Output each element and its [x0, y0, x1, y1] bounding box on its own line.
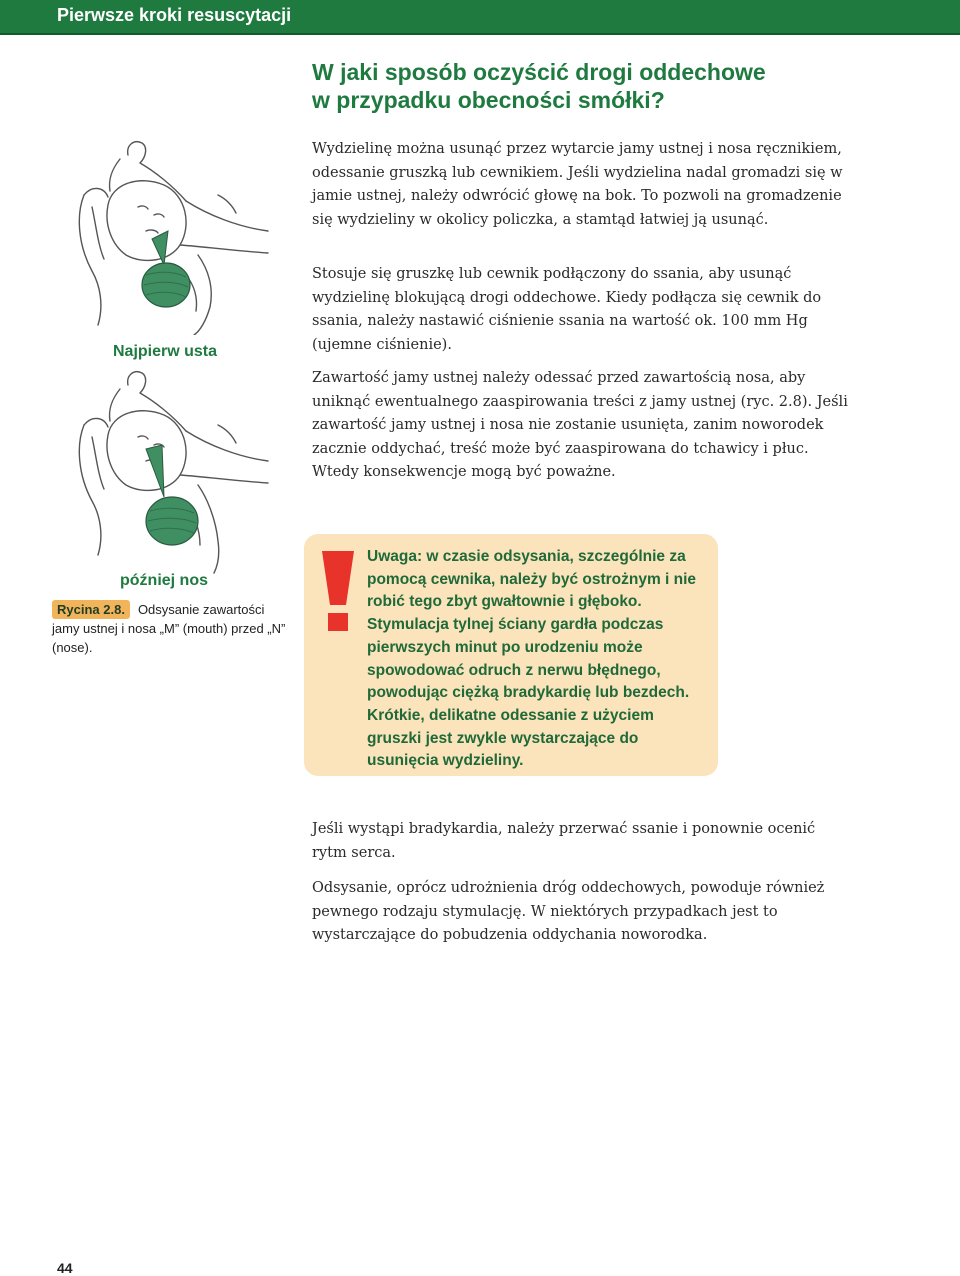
header-bar	[0, 0, 960, 35]
infant-mouth-suction-illustration	[68, 135, 278, 335]
infant-nose-suction-illustration	[68, 365, 278, 575]
paragraph-1: Wydzielinę można usunąć przez wytarcie jamy ustnej i nosa ręcznikiem, odessanie gruszką lub cewnikiem. Jeśli wydzielina nadal gromadzi się w jamie ustnej, należy odwrócić głowę na bok. To pozwoli na gromadzenie się wydzieliny w okolicy policzka, a stamtąd łatwiej ją usunąć.	[312, 141, 843, 228]
figure-caption-text: Odsysanie zawartości jamy ustnej i nosa „M” (mouth) przed „N” (nose).	[52, 602, 286, 655]
figure-label-nose-later: później nos	[120, 572, 208, 589]
paragraph-5: Odsysanie, oprócz udrożnienia dróg oddechowych, powoduje również pewnego rodzaju stymulację. W niektórych przypadkach jest to wystarczające do pobudzenia oddychania noworodka.	[312, 880, 825, 943]
figure-number-badge: Rycina 2.8.	[52, 600, 130, 619]
running-header-title: Pierwsze kroki resuscytacji	[57, 5, 292, 25]
figure-caption	[52, 600, 292, 657]
paragraph-4: Jeśli wystąpi bradykardia, należy przerwać ssanie i ponownie ocenić rytm serca.	[312, 821, 816, 861]
heading-line-1: W jaki sposób oczyścić drogi oddechowe	[312, 59, 766, 85]
page-number: 44	[57, 1260, 73, 1276]
section-heading	[312, 58, 872, 114]
paragraph-3: Zawartość jamy ustnej należy odessać przed zawartością nosa, aby uniknąć ewentualnego zaaspirowania treści z jamy ustnej (ryc. 2.8). Jeśli zawartość jamy ustnej i nosa nie zostanie usunięta, zanim noworodek zacznie oddychać, treść może być zaaspirowana do tchawicy i płuc. Wtedy konsekwencje mogą być poważne.	[312, 370, 848, 480]
heading-line-2: w przypadku obecności smółki?	[312, 87, 665, 113]
exclamation-icon	[318, 549, 358, 633]
figure-label-mouth-first: Najpierw usta	[113, 343, 218, 360]
paragraph-2: Stosuje się gruszkę lub cewnik podłączony do ssania, aby usunąć wydzielinę blokującą drogi oddechowe. Kiedy podłącza się cewnik do ssania, należy nastawić ciśnienie ssania na wartość ok. 100 mm Hg (ujemne ciśnienie).	[312, 266, 822, 353]
warning-text: Uwaga: w czasie odsysania, szczególnie za pomocą cewnika, należy być ostrożnym i nie robić tego zbyt gwałtownie i głęboko. Stymulacja tylnej ściany gardła podczas pierwszych minut po urodzeniu może spowodować odruch z nerwu błędnego, powodując ciężką bradykardię lub bezdech. Krótkie, delikatne odessanie z użyciem gruszki jest zwykle wystarczające do usunięcia wydzieliny.	[367, 548, 697, 770]
